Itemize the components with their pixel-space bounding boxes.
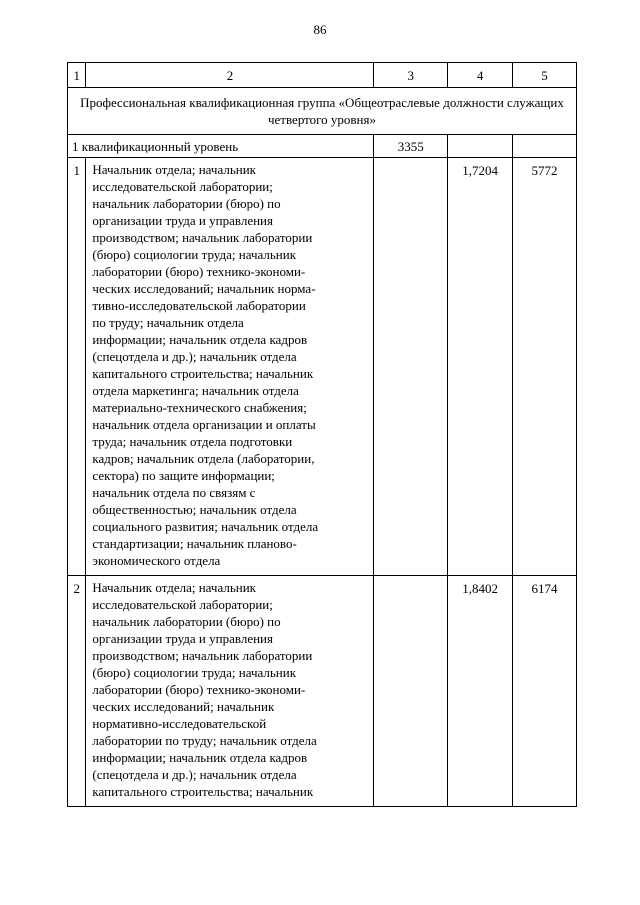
- coefficient: 1,7204: [448, 158, 513, 576]
- table-row: [68, 158, 577, 576]
- coefficient: 1,8402: [448, 576, 513, 807]
- position-text-line: по труду; начальник отдела: [92, 315, 244, 330]
- position-text-line: нормативно-исследовательской: [92, 716, 267, 731]
- position-text-line: тивно-исследовательской лаборатории: [92, 298, 306, 313]
- position-list: [86, 158, 374, 576]
- position-text-line: лаборатории (бюро) технико-экономи-: [92, 264, 306, 279]
- position-text-line: Начальник отдела; начальник: [92, 162, 256, 177]
- header-cell-4: 4: [448, 63, 513, 88]
- base-salary: 3355: [374, 135, 448, 158]
- position-text-line: труда; начальник отдела подготовки: [92, 434, 293, 449]
- position-text-line: начальник отдела организации и оплаты: [92, 417, 316, 432]
- position-text-line: лаборатории по труду; начальник отдела: [92, 733, 317, 748]
- position-text-line: информации; начальник отдела кадров: [92, 332, 308, 347]
- position-text-line: (бюро) социологии труда; начальник: [92, 247, 297, 262]
- position-text-line: капитального строительства; начальник: [92, 366, 314, 381]
- position-text-line: экономического отдела: [92, 553, 221, 568]
- qualification-level-label: 1 квалификационный уровень: [68, 135, 374, 158]
- position-text-line: Начальник отдела; начальник: [92, 580, 256, 595]
- empty-cell: [513, 135, 577, 158]
- empty-cell: [374, 576, 448, 807]
- position-text-line: ческих исследований; начальник: [92, 699, 275, 714]
- position-text-line: общественностью; начальник отдела: [92, 502, 297, 517]
- position-text-line: начальник лаборатории (бюро) по: [92, 196, 281, 211]
- position-text-line: начальник лаборатории (бюро) по: [92, 614, 281, 629]
- header-cell-2: 2: [86, 63, 374, 88]
- position-text-line: материально-технического снабжения;: [92, 400, 307, 415]
- group-title: Профессиональная квалификационная группа «Общеотраслевые должности служащих четвертого уровня»: [68, 88, 577, 135]
- row-number: 1: [68, 158, 86, 576]
- qualification-table: [67, 62, 577, 807]
- empty-cell: [374, 158, 448, 576]
- position-text-line: капитального строительства; начальник: [92, 784, 314, 799]
- empty-cell: [448, 135, 513, 158]
- table-row: [68, 576, 577, 807]
- position-text-line: начальник отдела по связям с: [92, 485, 256, 500]
- row-number: 2: [68, 576, 86, 807]
- position-text-line: (спецотдела и др.); начальник отдела: [92, 349, 297, 364]
- position-list: [86, 576, 374, 807]
- position-text-line: кадров; начальник отдела (лаборатории,: [92, 451, 315, 466]
- header-cell-3: 3: [374, 63, 448, 88]
- qualification-level-row: [68, 135, 577, 158]
- total-salary: 5772: [513, 158, 577, 576]
- header-cell-1: 1: [68, 63, 86, 88]
- position-text-line: стандартизации; начальник планово-: [92, 536, 297, 551]
- position-text-line: сектора) по защите информации;: [92, 468, 275, 483]
- group-title-row: [68, 88, 577, 135]
- page-number: 86: [313, 22, 327, 37]
- position-text-line: информации; начальник отдела кадров: [92, 750, 308, 765]
- position-text-line: производством; начальник лаборатории: [92, 230, 313, 245]
- position-text-line: производством; начальник лаборатории: [92, 648, 313, 663]
- position-text-line: (спецотдела и др.); начальник отдела: [92, 767, 297, 782]
- position-text-line: организации труда и управления: [92, 631, 273, 646]
- position-text-line: ческих исследований; начальник норма-: [92, 281, 316, 296]
- position-text-line: отдела маркетинга; начальник отдела: [92, 383, 299, 398]
- position-text-line: социального развития; начальник отдела: [92, 519, 319, 534]
- position-text-line: (бюро) социологии труда; начальник: [92, 665, 297, 680]
- position-text-line: исследовательской лаборатории;: [92, 179, 273, 194]
- position-text-line: организации труда и управления: [92, 213, 273, 228]
- table-header-row: [68, 63, 577, 88]
- header-cell-5: 5: [513, 63, 577, 88]
- position-text-line: лаборатории (бюро) технико-экономи-: [92, 682, 306, 697]
- total-salary: 6174: [513, 576, 577, 807]
- position-text-line: исследовательской лаборатории;: [92, 597, 273, 612]
